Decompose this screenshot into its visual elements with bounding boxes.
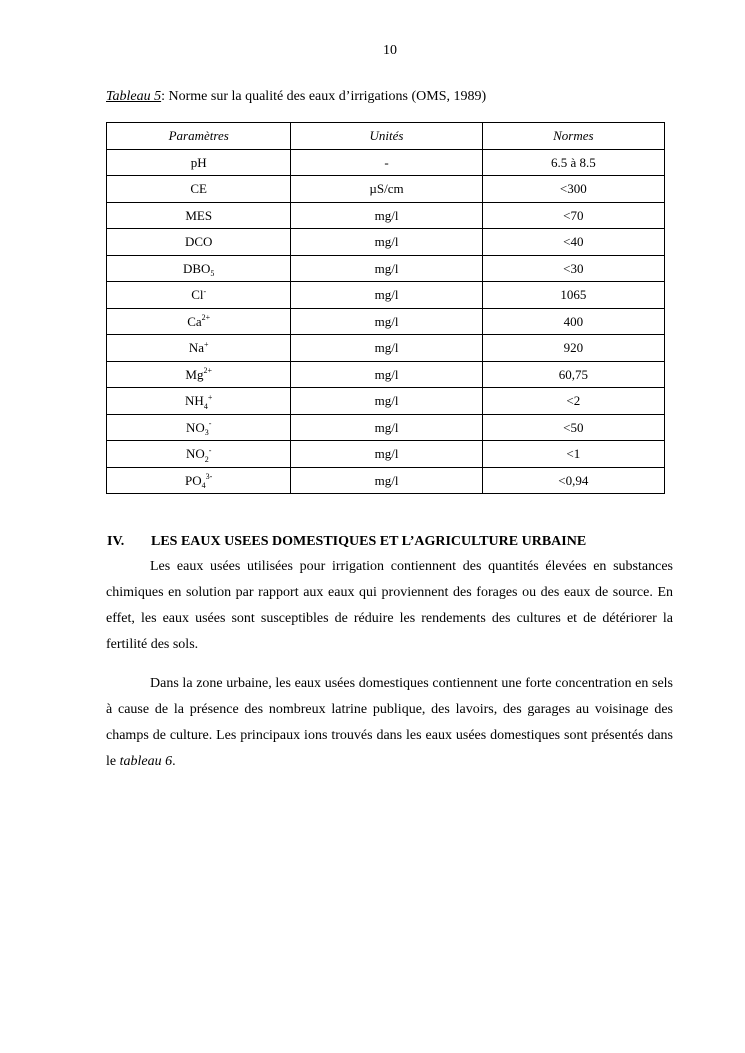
parameter-superscript: 2+	[203, 366, 212, 376]
cell-unit: mg/l	[291, 441, 482, 468]
cell-parameter	[107, 202, 291, 229]
table-caption-label: Tableau 5	[106, 89, 162, 104]
table-caption	[106, 89, 486, 105]
table-row	[107, 467, 665, 494]
cell-parameter	[107, 255, 291, 282]
table-row	[107, 255, 665, 282]
parameter-base: Mg	[185, 366, 204, 382]
parameter-superscript: +	[207, 392, 213, 402]
paragraph-2-end: .	[172, 754, 176, 769]
section-heading	[107, 534, 586, 550]
cell-parameter	[107, 467, 291, 494]
cell-parameter	[107, 308, 291, 335]
paragraph-2	[106, 671, 673, 775]
table-body	[107, 149, 665, 494]
parameter-base: NO	[185, 446, 205, 462]
table-row	[107, 361, 665, 388]
cell-norm: 60,75	[482, 361, 664, 388]
cell-unit: mg/l	[291, 361, 482, 388]
paragraph-2-table-ref: tableau 6	[119, 754, 173, 769]
cell-parameter	[107, 441, 291, 468]
table-row	[107, 202, 665, 229]
parameter-superscript: -	[208, 445, 212, 455]
section-title: LES EAUX USEES DOMESTIQUES ET L’AGRICULTURE URBAINE	[151, 534, 587, 549]
parameter-subscript: 5	[210, 269, 215, 279]
parameter-base: DCO	[184, 234, 213, 250]
cell-parameter	[107, 149, 291, 176]
parameter-base: Na	[188, 340, 205, 356]
cell-unit: mg/l	[291, 255, 482, 282]
parameter-base: NH	[185, 393, 204, 409]
header-parametres: Paramètres	[107, 123, 291, 150]
table-row	[107, 176, 665, 203]
cell-norm: <30	[482, 255, 664, 282]
table-caption-text: : Norme sur la qualité des eaux d’irrigations (OMS, 1989)	[161, 89, 487, 104]
cell-parameter	[107, 229, 291, 256]
cell-parameter	[107, 176, 291, 203]
table-row	[107, 335, 665, 362]
parameter-base: DBO	[182, 260, 211, 276]
table-row	[107, 308, 665, 335]
cell-unit: mg/l	[291, 202, 482, 229]
parameter-base: Cl	[191, 287, 204, 303]
cell-norm: <50	[482, 414, 664, 441]
cell-unit: µS/cm	[291, 176, 482, 203]
cell-unit: mg/l	[291, 388, 482, 415]
parameter-base: pH	[190, 154, 207, 170]
cell-norm: <0,94	[482, 467, 664, 494]
parameter-superscript: +	[204, 339, 209, 349]
cell-norm: <1	[482, 441, 664, 468]
table-row	[107, 414, 665, 441]
cell-unit: mg/l	[291, 229, 482, 256]
cell-norm: 6.5 à 8.5	[482, 149, 664, 176]
cell-unit: -	[291, 149, 482, 176]
parameter-superscript: 3-	[205, 472, 213, 482]
table-row	[107, 282, 665, 309]
parameter-superscript: 2+	[201, 313, 211, 323]
parameter-subscript: 2	[204, 454, 209, 464]
table-row	[107, 229, 665, 256]
cell-norm: <40	[482, 229, 664, 256]
cell-parameter	[107, 361, 291, 388]
cell-unit: mg/l	[291, 282, 482, 309]
cell-unit: mg/l	[291, 467, 482, 494]
cell-parameter	[107, 282, 291, 309]
parameter-base: Ca	[187, 313, 202, 329]
paragraph-2-text: Dans la zone urbaine, les eaux usées domestiques contiennent une forte concentration en sels à cause de la présence des nombreux latrine publique, des lavoirs, des garages au voisinage des champs de culture. Les principaux ions trouvés dans les eaux usées domestiques sont présentés dans le	[106, 676, 673, 769]
header-normes: Normes	[482, 123, 664, 150]
cell-unit: mg/l	[291, 308, 482, 335]
parameter-base: CE	[190, 181, 208, 197]
cell-unit: mg/l	[291, 414, 482, 441]
table-row	[107, 441, 665, 468]
cell-parameter	[107, 388, 291, 415]
cell-norm: 400	[482, 308, 664, 335]
cell-norm: <2	[482, 388, 664, 415]
cell-norm: 920	[482, 335, 664, 362]
cell-parameter	[107, 335, 291, 362]
parameter-base: NO	[185, 419, 205, 435]
cell-norm: <70	[482, 202, 664, 229]
cell-parameter	[107, 414, 291, 441]
parameter-superscript: -	[203, 286, 207, 296]
irrigation-norms-table	[106, 122, 665, 494]
table-row	[107, 149, 665, 176]
parameter-subscript: 4	[201, 481, 206, 491]
parameter-subscript: 4	[203, 401, 208, 411]
parameter-base: MES	[185, 207, 213, 223]
paragraph-1: Les eaux usées utilisées pour irrigation contiennent des quantités élevées en substances chimiques en solution par rapport aux eaux qui proviennent des forages ou des eaux de source. En effet, les eaux usées sont susceptibles de réduire les rendements des cultures et de détériorer la fertilité des sols.	[106, 559, 673, 652]
table-row	[107, 388, 665, 415]
cell-norm: 1065	[482, 282, 664, 309]
section-number: IV.	[107, 534, 125, 549]
header-unites: Unités	[291, 123, 482, 150]
page-number: 10	[383, 43, 397, 58]
parameter-superscript: -	[208, 419, 212, 429]
cell-norm: <300	[482, 176, 664, 203]
parameter-subscript: 3	[204, 428, 209, 438]
cell-unit: mg/l	[291, 335, 482, 362]
parameter-base: PO	[185, 472, 202, 488]
table-header-row	[107, 123, 665, 150]
